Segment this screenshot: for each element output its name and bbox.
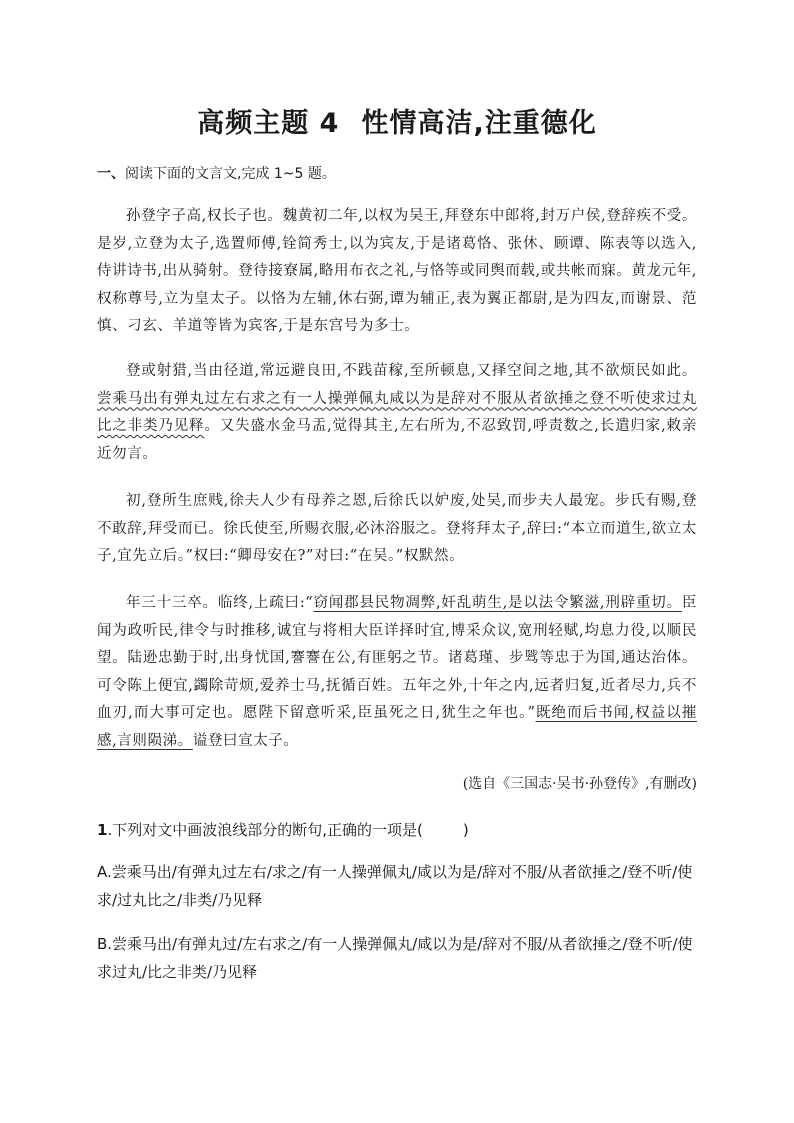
section-heading (97, 163, 336, 183)
passage-paragraph-2 (97, 358, 697, 468)
passage-paragraph-1 (97, 203, 697, 341)
paragraph-text: 初,登所生庶贱,徐夫人少有母养之恩,后徐氏以妒废,处吴,而步夫人最宠。步氏有赐,登不敢辞,拜受而已。徐氏使至,所赐衣服,必沐浴服之。登将拜太子,辞曰:“本立而道生,欲立太子,宜先立后。”权曰:“卿母安在?”对曰:“在吴。”权默然。 (97, 493, 697, 564)
paragraph-text-part: 。又失盛水金马盂,觉得其主,左右所为,不忍致罚,呼责数之,长遣归家,敕亲近勿言。 (97, 418, 697, 462)
paragraph-text-part: 登或射猎,当由径道,常远避良田,不践苗稼,至所顿息,又择空间之地,其不欲烦民如此。 (126, 363, 697, 379)
question-1 (97, 816, 697, 844)
paragraph-text (97, 590, 697, 755)
question-number: 1 (97, 821, 108, 839)
source-citation: (选自《三国志·吴书·孙登传》,有删改) (462, 776, 697, 792)
paragraph-text-part: 臣闻为政听民,律令与时推移,诚宜与将相大臣详择时宜,博采众议,宽刑轻赋,均息力役,以顺民望。陆逊忠勤于时,出身忧国,謇謇在公,有匪躬之节。诸葛瑾、步骘等忠于为国,通达治体。可令陈上便宜,蠲除苛烦,爱养士马,抚循百姓。五年之外,十年之内,远者归复,近者尽力,兵不血刃,而大事可定也。愿陛下留意听采,臣虽死之日,犹生之年也。” (97, 595, 697, 721)
option-a: A.尝乘马出/有弹丸过左右/求之/有一人操弹佩丸/咸以为是/辞对不服/从者欲捶之/登不听/使求/过丸比之/非类/乃见释 (97, 863, 693, 909)
page-title (0, 101, 794, 140)
paragraph-text (97, 358, 697, 468)
section-label: 一、 (97, 166, 125, 182)
underlined-sentence-2: 既绝而后书闻,权益以摧感,言则陨涕。 (97, 705, 697, 749)
paragraph-text: 孙登字子高,权长子也。魏黄初二年,以权为吴王,拜登东中郎将,封万户侯,登辞疾不受。是岁,立登为太子,选置师傅,铨简秀士,以为宾友,于是诸葛恪、张休、顾谭、陈表等以选入,侍讲诗书,出从骑射。登待接寮属,略用布衣之礼,与恪等或同舆而载,或共帐而寐。黄龙元年,权称尊号,立为皇太子。以恪为左辅,休右弼,谭为辅正,表为翼正都尉,是为四友,而谢景、范慎、刁玄、羊道等皆为宾客,于是东宫号为多士。 (97, 208, 697, 334)
question-text: .下列对文中画波浪线部分的断句,正确的一项是( (107, 821, 423, 839)
wavy-underlined-sentence: 尝乘马出有弹丸过左右求之有一人操弹佩丸咸以为是辞对不服从者欲捶之登不听使求过丸比之非类乃见释 (97, 390, 697, 434)
passage-paragraph-3 (97, 488, 697, 571)
paragraph-text-part: 谥登曰宣太子。 (192, 732, 299, 749)
title-main: 性情高洁,注重德化 (361, 108, 597, 139)
title-prefix: 高频主题 4 (197, 108, 340, 139)
section-instruction: 阅读下面的文言文,完成 1~5 题。 (125, 166, 336, 182)
underlined-sentence-1: 窃闻郡县民物凋弊,奸乱萌生,是以法令繁滋,刑辟重切。 (313, 595, 682, 611)
passage-paragraph-4 (97, 590, 697, 755)
paragraph-text-part: 年三十三卒。临终,上疏曰:“ (126, 595, 314, 611)
option-b: B.尝乘马出/有弹丸过/左右求之/有一人操弹佩丸/咸以为是/辞对不服/从者欲捶之/登不听/使求过丸/比之非类/乃见释 (97, 935, 693, 981)
question-close: ) (462, 821, 469, 839)
